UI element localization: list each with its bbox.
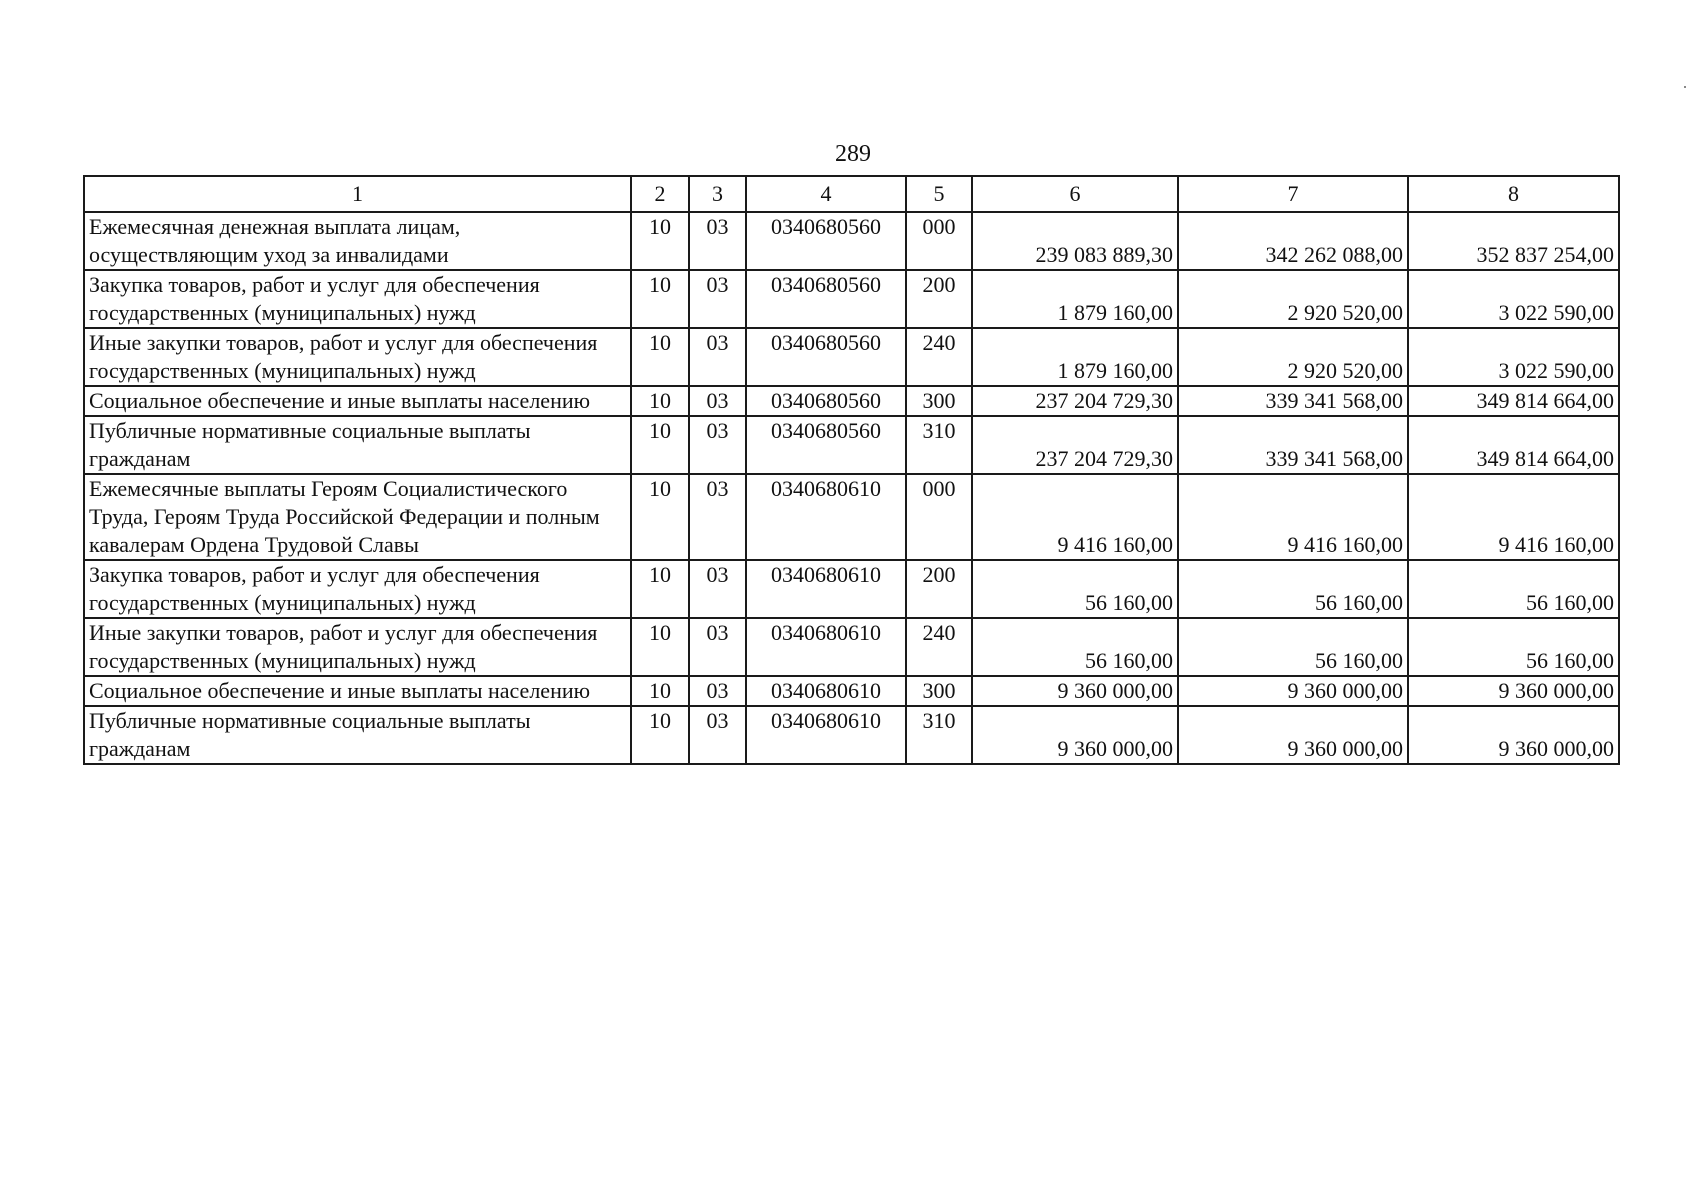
subsection-code-cell: 03 bbox=[689, 270, 746, 328]
amount-cell-col7: 339 341 568,00 bbox=[1178, 416, 1408, 474]
column-header: 7 bbox=[1178, 176, 1408, 212]
section-code-cell: 10 bbox=[631, 676, 689, 706]
section-code-cell: 10 bbox=[631, 416, 689, 474]
row-name-cell: Ежемесячные выплаты Героям Социалистического Труда, Героям Труда Российской Федерации и полным кавалерам Ордена Трудовой Славы bbox=[84, 474, 631, 560]
target-code-cell: 0340680560 bbox=[746, 386, 906, 416]
subsection-code-cell: 03 bbox=[689, 618, 746, 676]
column-header: 4 bbox=[746, 176, 906, 212]
target-code-cell: 0340680560 bbox=[746, 212, 906, 270]
amount-cell-col8: 9 360 000,00 bbox=[1408, 706, 1619, 764]
amount-cell-col6: 1 879 160,00 bbox=[972, 328, 1178, 386]
expense-type-cell: 200 bbox=[906, 270, 972, 328]
section-code-cell: 10 bbox=[631, 270, 689, 328]
amount-cell-col7: 339 341 568,00 bbox=[1178, 386, 1408, 416]
expense-type-cell: 000 bbox=[906, 212, 972, 270]
table-row bbox=[84, 560, 1619, 618]
subsection-code-cell: 03 bbox=[689, 212, 746, 270]
expense-type-cell: 300 bbox=[906, 676, 972, 706]
section-code-cell: 10 bbox=[631, 386, 689, 416]
section-code-cell: 10 bbox=[631, 706, 689, 764]
amount-cell-col6: 9 360 000,00 bbox=[972, 706, 1178, 764]
row-name-cell: Закупка товаров, работ и услуг для обеспечения государственных (муниципальных) нужд bbox=[84, 560, 631, 618]
subsection-code-cell: 03 bbox=[689, 328, 746, 386]
amount-cell-col7: 9 360 000,00 bbox=[1178, 676, 1408, 706]
page-number: 289 bbox=[835, 141, 871, 167]
row-name-cell: Иные закупки товаров, работ и услуг для обеспечения государственных (муниципальных) нужд bbox=[84, 618, 631, 676]
amount-cell-col8: 3 022 590,00 bbox=[1408, 270, 1619, 328]
amount-cell-col6: 56 160,00 bbox=[972, 618, 1178, 676]
column-header: 6 bbox=[972, 176, 1178, 212]
amount-cell-col6: 239 083 889,30 bbox=[972, 212, 1178, 270]
target-code-cell: 0340680610 bbox=[746, 618, 906, 676]
table-row bbox=[84, 676, 1619, 706]
row-name-cell: Публичные нормативные социальные выплаты гражданам bbox=[84, 416, 631, 474]
expense-type-cell: 240 bbox=[906, 328, 972, 386]
table-row bbox=[84, 212, 1619, 270]
amount-cell-col6: 9 360 000,00 bbox=[972, 676, 1178, 706]
table-row bbox=[84, 328, 1619, 386]
table-row bbox=[84, 474, 1619, 560]
expense-type-cell: 000 bbox=[906, 474, 972, 560]
amount-cell-col6: 9 416 160,00 bbox=[972, 474, 1178, 560]
row-name-cell: Ежемесячная денежная выплата лицам, осуществляющим уход за инвалидами bbox=[84, 212, 631, 270]
expense-type-cell: 310 bbox=[906, 706, 972, 764]
row-name-cell: Иные закупки товаров, работ и услуг для обеспечения государственных (муниципальных) нужд bbox=[84, 328, 631, 386]
amount-cell-col6: 237 204 729,30 bbox=[972, 416, 1178, 474]
subsection-code-cell: 03 bbox=[689, 386, 746, 416]
table-row bbox=[84, 270, 1619, 328]
table-row bbox=[84, 416, 1619, 474]
target-code-cell: 0340680560 bbox=[746, 328, 906, 386]
expense-type-cell: 300 bbox=[906, 386, 972, 416]
expense-type-cell: 200 bbox=[906, 560, 972, 618]
table-body bbox=[84, 176, 1619, 764]
amount-cell-col7: 2 920 520,00 bbox=[1178, 328, 1408, 386]
subsection-code-cell: 03 bbox=[689, 706, 746, 764]
expense-type-cell: 310 bbox=[906, 416, 972, 474]
row-name-cell: Социальное обеспечение и иные выплаты населению bbox=[84, 386, 631, 416]
amount-cell-col8: 56 160,00 bbox=[1408, 560, 1619, 618]
amount-cell-col7: 9 360 000,00 bbox=[1178, 706, 1408, 764]
section-code-cell: 10 bbox=[631, 328, 689, 386]
amount-cell-col7: 2 920 520,00 bbox=[1178, 270, 1408, 328]
target-code-cell: 0340680610 bbox=[746, 706, 906, 764]
subsection-code-cell: 03 bbox=[689, 474, 746, 560]
amount-cell-col6: 56 160,00 bbox=[972, 560, 1178, 618]
target-code-cell: 0340680560 bbox=[746, 270, 906, 328]
column-header: 5 bbox=[906, 176, 972, 212]
table-row bbox=[84, 706, 1619, 764]
amount-cell-col7: 56 160,00 bbox=[1178, 560, 1408, 618]
target-code-cell: 0340680610 bbox=[746, 560, 906, 618]
row-name-cell: Закупка товаров, работ и услуг для обеспечения государственных (муниципальных) нужд bbox=[84, 270, 631, 328]
amount-cell-col8: 56 160,00 bbox=[1408, 618, 1619, 676]
table-row bbox=[84, 618, 1619, 676]
amount-cell-col8: 349 814 664,00 bbox=[1408, 416, 1619, 474]
amount-cell-col7: 9 416 160,00 bbox=[1178, 474, 1408, 560]
column-header: 2 bbox=[631, 176, 689, 212]
section-code-cell: 10 bbox=[631, 560, 689, 618]
row-name-cell: Социальное обеспечение и иные выплаты населению bbox=[84, 676, 631, 706]
column-header: 8 bbox=[1408, 176, 1619, 212]
subsection-code-cell: 03 bbox=[689, 560, 746, 618]
amount-cell-col8: 352 837 254,00 bbox=[1408, 212, 1619, 270]
amount-cell-col6: 237 204 729,30 bbox=[972, 386, 1178, 416]
subsection-code-cell: 03 bbox=[689, 676, 746, 706]
amount-cell-col7: 342 262 088,00 bbox=[1178, 212, 1408, 270]
target-code-cell: 0340680610 bbox=[746, 676, 906, 706]
section-code-cell: 10 bbox=[631, 212, 689, 270]
scan-dot bbox=[1684, 86, 1686, 88]
header-row bbox=[84, 176, 1619, 212]
amount-cell-col8: 349 814 664,00 bbox=[1408, 386, 1619, 416]
amount-cell-col7: 56 160,00 bbox=[1178, 618, 1408, 676]
row-name-cell: Публичные нормативные социальные выплаты гражданам bbox=[84, 706, 631, 764]
target-code-cell: 0340680610 bbox=[746, 474, 906, 560]
section-code-cell: 10 bbox=[631, 618, 689, 676]
expense-type-cell: 240 bbox=[906, 618, 972, 676]
amount-cell-col8: 9 416 160,00 bbox=[1408, 474, 1619, 560]
amount-cell-col8: 3 022 590,00 bbox=[1408, 328, 1619, 386]
target-code-cell: 0340680560 bbox=[746, 416, 906, 474]
amount-cell-col6: 1 879 160,00 bbox=[972, 270, 1178, 328]
column-header: 1 bbox=[84, 176, 631, 212]
column-header: 3 bbox=[689, 176, 746, 212]
table-row bbox=[84, 386, 1619, 416]
subsection-code-cell: 03 bbox=[689, 416, 746, 474]
amount-cell-col8: 9 360 000,00 bbox=[1408, 676, 1619, 706]
section-code-cell: 10 bbox=[631, 474, 689, 560]
budget-table bbox=[83, 175, 1620, 765]
